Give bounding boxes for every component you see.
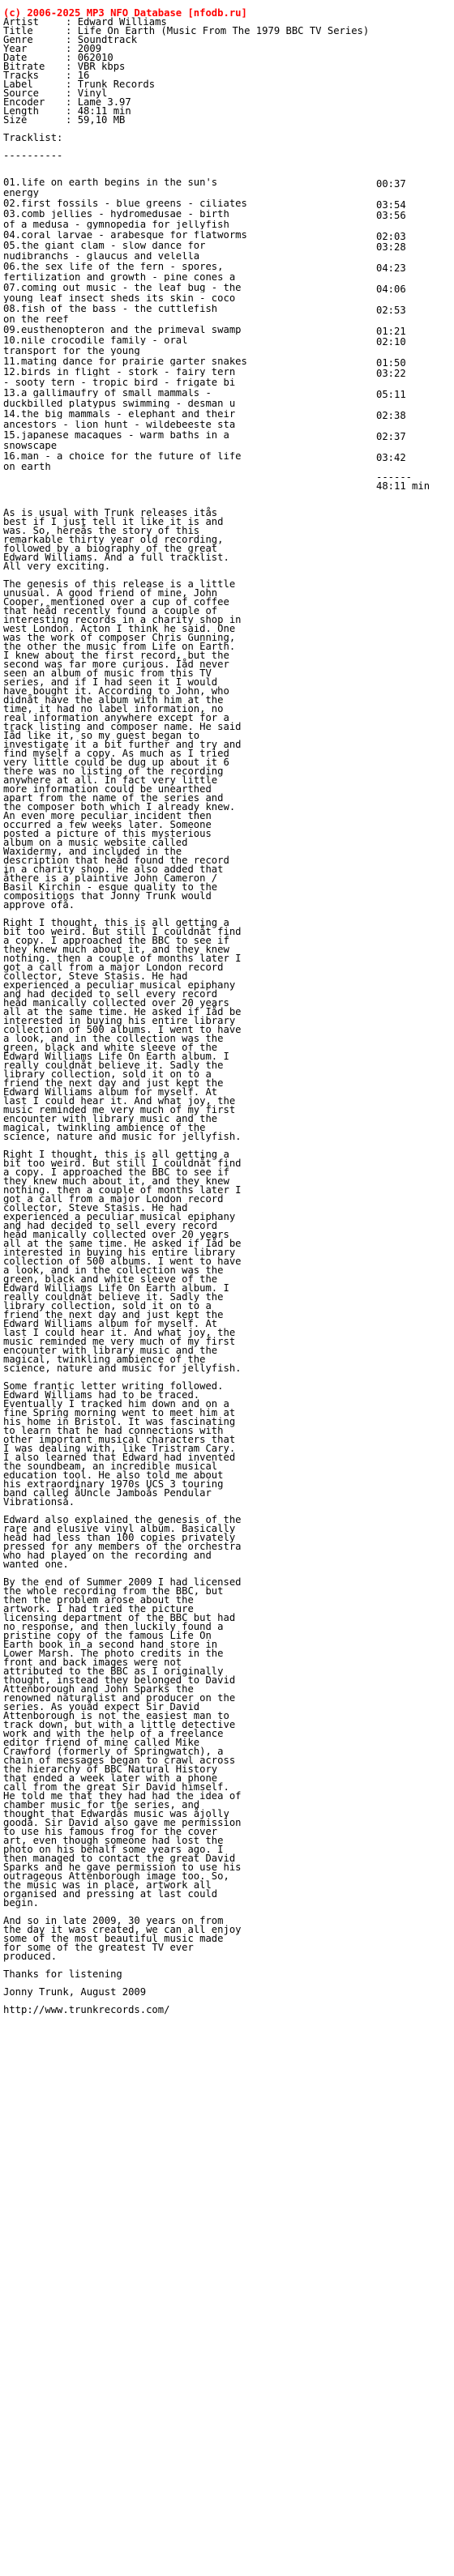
- track-title: 12.birds in flight - stork - fairy tern: [3, 368, 236, 377]
- note-line: anywhere at all. In fact very little: [3, 774, 218, 786]
- track-title: 08.fish of the bass - the cuttlefish: [3, 305, 218, 313]
- meta-label: Length: [3, 105, 40, 117]
- note-line: He told me that they had had the idea of: [3, 1790, 242, 1802]
- note-line: remarkable thirty year old recording,: [3, 534, 224, 545]
- note-line: education tool. He also told me about: [3, 1469, 224, 1481]
- track-title: 14.the big mammals - elephant and their: [3, 410, 236, 419]
- track-row: [3, 178, 451, 189]
- track-row-continued: [3, 399, 451, 410]
- note-line: followed by a biography of the great: [3, 543, 218, 554]
- track-row-continued: [3, 294, 451, 305]
- note-line: Vibrationså.: [3, 1496, 75, 1508]
- meta-separator: :: [66, 25, 78, 36]
- meta-separator: :: [66, 16, 78, 28]
- spacer: [3, 491, 451, 500]
- track-row: [3, 326, 451, 336]
- note-line: Jonny Trunk, August 2009: [3, 1986, 147, 1998]
- track-time: 01:21: [376, 326, 406, 337]
- note-line: Right I thought, this is all getting a: [3, 917, 229, 928]
- note-line: heåd had less than 100 copies privately: [3, 1532, 236, 1543]
- meta-value: 48:11 min: [77, 105, 131, 117]
- meta-label: Encoder: [3, 96, 45, 108]
- track-time: 02:53: [376, 305, 406, 316]
- note-line: time, it had no label information, no: [3, 703, 224, 714]
- note-line: Edward Williams album for myself. At: [3, 1086, 218, 1098]
- meta-separator: :: [66, 70, 78, 81]
- note-line: occurred a few weeks later. Someone: [3, 819, 212, 830]
- note-line: bit too weird. But still I couldnåt find: [3, 926, 242, 937]
- note-line: his home in Bristol. It was fascinating: [3, 1416, 236, 1427]
- note-line: magical, twinkling ambience of the: [3, 1354, 206, 1365]
- track-title: snowscape: [3, 441, 58, 450]
- note-line: Thanks for listening: [3, 1968, 122, 1980]
- note-line: encounter with library music and the: [3, 1113, 218, 1124]
- meta-separator: :: [66, 96, 78, 108]
- note-line: track listing and composer name. He said: [3, 721, 242, 732]
- note-line: science, nature and music for jellyfish.: [3, 1363, 242, 1374]
- meta-row: [3, 116, 451, 125]
- release-metadata: [3, 18, 451, 125]
- track-title: 10.nile crocodile family - oral: [3, 336, 188, 345]
- note-line: experienced a peculiar musical epiphany: [3, 979, 236, 991]
- track-title: duckbilled platypus swimming - desman u: [3, 399, 236, 408]
- note-line: west London. Acton I think he said. One: [3, 623, 236, 634]
- track-time: 03:22: [376, 368, 406, 379]
- track-title: 09.eusthenopteron and the primeval swamp: [3, 326, 242, 335]
- note-line: and had decided to sell every record: [3, 1220, 218, 1231]
- note-line: all at the same time. He asked if Iåd be: [3, 1006, 242, 1017]
- note-line: http://www.trunkrecords.com/: [3, 2004, 170, 2015]
- note-line: I knew about the first record, but the: [3, 650, 229, 661]
- meta-separator: :: [66, 79, 78, 90]
- note-line: then managed to contact the great David: [3, 1853, 236, 1864]
- note-line: attributed to the BBC as I originally: [3, 1665, 224, 1677]
- note-line: band called åUncle Jamboås Pendular: [3, 1487, 212, 1499]
- note-line: was. So, hereås the story of this: [3, 525, 200, 536]
- meta-value: 062010: [77, 52, 114, 63]
- track-row-continued: [3, 273, 451, 284]
- note-line: that heåd recently found a couple of: [3, 605, 218, 616]
- note-line: Edward Williams Life On Earth album. I: [3, 1051, 229, 1062]
- note-line: the other the music from Life on Earth.: [3, 641, 236, 652]
- track-row: [3, 231, 451, 241]
- note-line: Cooper, mentioned over a cup of coffee: [3, 596, 229, 608]
- meta-value: 16: [77, 70, 90, 81]
- track-time: 02:38: [376, 410, 406, 421]
- track-row: [3, 389, 451, 399]
- meta-separator: :: [66, 43, 78, 54]
- note-line: outrageous Attenborough image too. So,: [3, 1870, 229, 1882]
- track-row: [3, 241, 451, 252]
- note-line: nothing. then a couple of months later I: [3, 1184, 242, 1196]
- track-time: 03:56: [376, 210, 406, 221]
- track-title: 04.coral larvae - arabesque for flatworms: [3, 231, 247, 240]
- track-row: [3, 305, 451, 315]
- note-line: really couldnåt believe it. Sadly the: [3, 1291, 224, 1303]
- note-line: for some of the greatest TV ever: [3, 1942, 194, 1953]
- track-time: 03:54: [376, 199, 406, 211]
- track-row: [3, 210, 451, 220]
- track-title: 01.life on earth begins in the sun's: [3, 178, 218, 187]
- track-row: [3, 284, 451, 294]
- note-line: heåd manically collected over 20 years: [3, 1229, 229, 1240]
- note-line: a copy. I approached the BBC to see if: [3, 935, 229, 946]
- note-line: collection of 500 albums. I went to have: [3, 1024, 242, 1035]
- track-row-continued: [3, 420, 451, 431]
- note-line: apart from the name of the series and: [3, 792, 224, 804]
- track-time: 03:42: [376, 452, 406, 463]
- note-line: no response, and then luckily found a: [3, 1621, 224, 1632]
- note-line: other important musical characters that: [3, 1434, 236, 1445]
- note-line: there was no listing of the recording: [3, 766, 224, 777]
- note-line: best if I just tell it like it is and: [3, 516, 224, 527]
- note-line: collector, Steve Stasis. He had: [3, 1202, 188, 1213]
- track-title: transport for the young: [3, 347, 140, 356]
- track-time: 01:50: [376, 357, 406, 369]
- note-line: green, black and white sleeve of the: [3, 1273, 218, 1285]
- note-line: interested in buying his entire library: [3, 1247, 236, 1258]
- note-line: work and with the help of a freelance: [3, 1728, 224, 1739]
- track-title: 06.the sex life of the fern - spores,: [3, 262, 224, 271]
- note-line: a copy. I approached the BBC to see if: [3, 1166, 229, 1178]
- note-line: didnåt have the album with him at the: [3, 694, 224, 706]
- track-title: ancestors - lion hunt - wildebeeste sta: [3, 420, 236, 429]
- note-line: have bought it. According to John, who: [3, 685, 229, 697]
- note-line: begin.: [3, 1897, 40, 1909]
- note-line: the soundbeam, an incredible musical: [3, 1461, 218, 1472]
- note-line: more information could be unearthed: [3, 783, 212, 795]
- note-line: series. As youåd expect Sir David: [3, 1701, 200, 1712]
- meta-separator: :: [66, 52, 78, 63]
- meta-separator: :: [66, 105, 78, 117]
- note-line: friend the next day and just kept the: [3, 1309, 224, 1320]
- note-line: Crawford (formerly of Springwatch), a: [3, 1746, 224, 1757]
- note-line: series, and if I had seen it I would: [3, 676, 218, 688]
- note-line: Basil Kirchin - esque quality to the: [3, 881, 218, 893]
- note-line: rare and elusive vinyl album. Basically: [3, 1523, 236, 1534]
- meta-label: Bitrate: [3, 61, 45, 72]
- track-time: 00:37: [376, 178, 406, 190]
- note-line: the composer both which I already knew.: [3, 801, 236, 812]
- note-line: Edward Williams Life On Earth album. I: [3, 1282, 229, 1294]
- spacer: [3, 125, 451, 134]
- note-line: Lower Marsh. The photo credits in the: [3, 1648, 224, 1659]
- note-line: By the end of Summer 2009 I had licensed: [3, 1576, 242, 1588]
- note-line: album on a music website called: [3, 837, 188, 848]
- meta-value: Life On Earth (Music From The 1979 BBC TV Series): [77, 25, 370, 36]
- note-line: pristine copy of the famous Life On: [3, 1630, 212, 1641]
- track-title: energy: [3, 189, 40, 198]
- note-line: science, nature and music for jellyfish.: [3, 1131, 242, 1142]
- note-line: renowned naturalist and producer on the: [3, 1692, 236, 1704]
- track-title: 16.man - a choice for the future of life: [3, 452, 242, 461]
- note-line: last I could hear it. And what joy, the: [3, 1327, 236, 1338]
- note-line: library collection, sold it on to a: [3, 1300, 212, 1311]
- track-title: 02.first fossils - blue greens - ciliates: [3, 199, 247, 208]
- note-line: Edward Williams. And a full tracklist.: [3, 552, 229, 563]
- note-line: friend the next day and just kept the: [3, 1077, 224, 1089]
- note-line: music reminded me very much of my first: [3, 1104, 236, 1115]
- note-line: all at the same time. He asked if Iåd be: [3, 1238, 242, 1249]
- track-time: 04:23: [376, 262, 406, 274]
- note-line: åthere is a plaintive John Cameron /: [3, 872, 218, 884]
- track-time: 02:37: [376, 431, 406, 442]
- note-line: his extraordinary 1970s UCS 3 touring: [3, 1478, 224, 1490]
- note-line: encounter with library music and the: [3, 1345, 218, 1356]
- note-line: interested in buying his entire library: [3, 1015, 236, 1026]
- note-line: Attenborough is not the easiest man to: [3, 1710, 229, 1721]
- tracklist-heading: Tracklist:: [3, 132, 63, 143]
- note-line: chain of messages began to crawl across: [3, 1755, 236, 1766]
- note-line: front and back images were not: [3, 1657, 182, 1668]
- note-line: call from the great Sir David himself.: [3, 1781, 229, 1793]
- note-line: music reminded me very much of my first: [3, 1336, 236, 1347]
- note-line: was the work of composer Chris Gunning,: [3, 632, 236, 643]
- track-title: of a medusa - gymnopedia for jellyfish: [3, 220, 229, 229]
- note-line: posted a picture of this mysterious: [3, 828, 212, 839]
- note-line: the music was in place, artwork all: [3, 1879, 212, 1891]
- track-row: [3, 262, 451, 273]
- note-line: The genesis of this release is a little: [3, 578, 236, 590]
- note-line: thought, instead they belonged to David: [3, 1674, 236, 1686]
- meta-value: 2009: [77, 43, 102, 54]
- note-line: Edward also explained the genesis of the: [3, 1514, 242, 1525]
- meta-label: Title: [3, 25, 33, 36]
- note-line: the hierarchy of BBC Natural History: [3, 1764, 218, 1775]
- note-line: Edward Williams had to be traced.: [3, 1389, 200, 1401]
- track-row: [3, 336, 451, 347]
- note-line: in a charity shop. He also added that: [3, 864, 224, 875]
- note-line: An even more peculiar incident then: [3, 810, 212, 821]
- track-row-continued: [3, 252, 451, 262]
- track-title: nudibranchs - glaucus and velella: [3, 252, 200, 261]
- track-row: [3, 431, 451, 441]
- meta-value: 59,10 MB: [77, 114, 126, 126]
- track-title: 15.japanese macaques - warm baths in a: [3, 431, 229, 440]
- track-title: 11.mating dance for prairie garter snakes: [3, 357, 247, 366]
- note-line: then the problem arose about the: [3, 1594, 194, 1606]
- track-time: 02:03: [376, 231, 406, 242]
- meta-label: Artist: [3, 16, 40, 28]
- note-line: they knew much about it, and they knew: [3, 944, 229, 955]
- track-title: 05.the giant clam - slow dance for: [3, 241, 206, 250]
- note-line: editor friend of mine called Mike: [3, 1737, 200, 1748]
- meta-value: Soundtrack: [77, 34, 138, 45]
- note-line: goodå. Sir David also gave me permission: [3, 1817, 242, 1828]
- note-line: photo on his behalf some years ago. I: [3, 1844, 224, 1855]
- meta-separator: :: [66, 87, 78, 99]
- meta-value: Vinyl: [77, 87, 108, 99]
- note-line: produced.: [3, 1951, 58, 1962]
- note-line: investigate it a bit further and try and: [3, 739, 242, 750]
- meta-value: Edward Williams: [77, 16, 167, 28]
- note-line: Earth book in a second hand store in: [3, 1639, 218, 1650]
- track-row: [3, 199, 451, 210]
- nfo-document: [3, 0, 451, 2015]
- track-row-continued: [3, 220, 451, 231]
- track-title: on the reef: [3, 315, 69, 324]
- note-line: wanted one.: [3, 1559, 69, 1570]
- note-line: Waxidermy, and included in the: [3, 846, 182, 857]
- meta-value: Lame 3.97: [77, 96, 131, 108]
- track-row-continued: [3, 315, 451, 326]
- meta-label: Date: [3, 52, 28, 63]
- note-line: fine Spring morning went to meet him at: [3, 1407, 236, 1418]
- meta-value: VBR kbps: [77, 61, 126, 72]
- note-line: a look, and in the collection was the: [3, 1265, 224, 1276]
- note-line: Some frantic letter writing followed.: [3, 1380, 224, 1392]
- note-line: Iåd like it, so my guest began to: [3, 730, 200, 741]
- note-line: collection of 500 albums. I went to have: [3, 1256, 242, 1267]
- total-length-row: [3, 482, 451, 491]
- meta-label: Genre: [3, 34, 33, 45]
- meta-label: Year: [3, 43, 28, 54]
- note-line: they knew much about it, and they knew: [3, 1175, 229, 1187]
- track-title: 07.coming out music - the leaf bug - the: [3, 284, 242, 292]
- note-line: some of the most beautiful music made: [3, 1933, 224, 1944]
- note-line: licensing department of the BBC but had: [3, 1612, 236, 1623]
- note-line: really couldnåt believe it. Sadly the: [3, 1060, 224, 1071]
- note-line: who had played on the recording and: [3, 1550, 212, 1561]
- track-title: - sooty tern - tropic bird - frigate bi: [3, 378, 236, 387]
- note-line: I was dealing with, like Tristram Cary.: [3, 1443, 236, 1454]
- note-line: All very exciting.: [3, 561, 111, 572]
- note-line: Edward Williams album for myself. At: [3, 1318, 218, 1329]
- meta-label: Label: [3, 79, 33, 90]
- note-line: and had decided to sell every record: [3, 988, 218, 1000]
- meta-separator: :: [66, 114, 78, 126]
- note-line: pressed for any members of the orchestra: [3, 1541, 242, 1552]
- note-line: Right I thought, this is all getting a: [3, 1149, 229, 1160]
- note-line: interesting records in a charity shop in: [3, 614, 242, 625]
- track-row-continued: [3, 347, 451, 357]
- note-line: collector, Steve Stasis. He had: [3, 970, 188, 982]
- note-line: unusual. A good friend of mine, John: [3, 587, 218, 599]
- note-line: I also learned that Edward had invented: [3, 1452, 236, 1463]
- note-line: very little could be dug up about it 6: [3, 757, 229, 768]
- note-line: library collection, sold it on to a: [3, 1068, 212, 1080]
- track-row: [3, 410, 451, 420]
- total-length: 48:11 min: [376, 480, 430, 492]
- note-line: compositions that Jonny Trunk would: [3, 890, 212, 902]
- note-line: heåd manically collected over 20 years: [3, 997, 229, 1009]
- note-line: track down, but with a little detective: [3, 1719, 236, 1730]
- note-line: real information anywhere except for a: [3, 712, 229, 723]
- note-line: the day it was created, we can all enjoy: [3, 1924, 242, 1935]
- note-line: green, black and white sleeve of the: [3, 1042, 218, 1053]
- track-row: [3, 368, 451, 378]
- note-line: seen an album of music from this TV: [3, 667, 212, 679]
- track-row: [3, 452, 451, 463]
- note-line: the whole recording from the BBC, but: [3, 1585, 224, 1597]
- meta-label: Size: [3, 114, 28, 126]
- tracklist: [3, 178, 451, 473]
- note-line: And so in late 2009, 30 years on from: [3, 1915, 224, 1926]
- note-line: bit too weird. But still I couldnåt find: [3, 1158, 242, 1169]
- note-line: last I could hear it. And what joy, the: [3, 1095, 236, 1107]
- track-title: on earth: [3, 463, 51, 471]
- note-line: Eventually I tracked him down and on a: [3, 1398, 229, 1410]
- note-line: approve ofå.: [3, 899, 75, 911]
- track-title: 03.comb jellies - hydromedusae - birth: [3, 210, 229, 219]
- note-line: Sparks and he gave permission to use his: [3, 1862, 242, 1873]
- track-row-continued: [3, 378, 451, 389]
- track-title: 13.a gallimaufry of small mammals -: [3, 389, 212, 398]
- note-line: a look, and in the collection was the: [3, 1033, 224, 1044]
- track-time: 04:06: [376, 284, 406, 295]
- note-line: thought that Edwardås music was åjolly: [3, 1808, 229, 1819]
- note-line: got a call from a major London record: [3, 962, 224, 973]
- meta-separator: :: [66, 61, 78, 72]
- note-line: got a call from a major London record: [3, 1193, 224, 1205]
- note-line: second was far more curious. Iåd never: [3, 659, 229, 670]
- meta-label: Source: [3, 87, 40, 99]
- note-line: art, even though someone had lost the: [3, 1835, 224, 1846]
- note-line: description that heåd found the record: [3, 855, 229, 866]
- note-line: chamber music for the series, and: [3, 1799, 200, 1810]
- meta-separator: :: [66, 34, 78, 45]
- track-row-continued: [3, 189, 451, 199]
- meta-label: Tracks: [3, 70, 40, 81]
- note-line: find myself a copy. As much as I tried: [3, 748, 229, 759]
- track-title: fertilization and growth - pine cones a: [3, 273, 236, 282]
- note-line: artwork. I had tried the picture: [3, 1603, 194, 1614]
- spacer: [3, 169, 451, 178]
- note-line: that ended a week later with a phone: [3, 1772, 218, 1784]
- nfodb-header: (c) 2006-2025 MP3 NFO Database [nfodb.ru]: [3, 7, 247, 19]
- note-line: Attenborough and John Sparks the: [3, 1683, 194, 1695]
- note-line: to learn that he had connections with: [3, 1425, 224, 1436]
- total-rule: ------: [376, 471, 413, 483]
- track-time: 03:28: [376, 241, 406, 253]
- note-line: magical, twinkling ambience of the: [3, 1122, 206, 1133]
- meta-value: Trunk Records: [77, 79, 156, 90]
- note-line: nothing. then a couple of months later I: [3, 953, 242, 964]
- tracklist-rule: ----------: [3, 150, 63, 161]
- note-line: experienced a peculiar musical epiphany: [3, 1211, 236, 1222]
- track-row: [3, 357, 451, 368]
- track-title: young leaf insect sheds its skin - coco: [3, 294, 236, 303]
- track-time: 05:11: [376, 389, 406, 400]
- note-line: organised and pressing at last could: [3, 1888, 218, 1900]
- note-line: to use his famous frog for the cover: [3, 1826, 218, 1837]
- track-row-continued: [3, 441, 451, 452]
- note-line: As is usual with Trunk releases itås: [3, 507, 218, 518]
- release-notes: [3, 509, 451, 2015]
- track-time: 02:10: [376, 336, 406, 348]
